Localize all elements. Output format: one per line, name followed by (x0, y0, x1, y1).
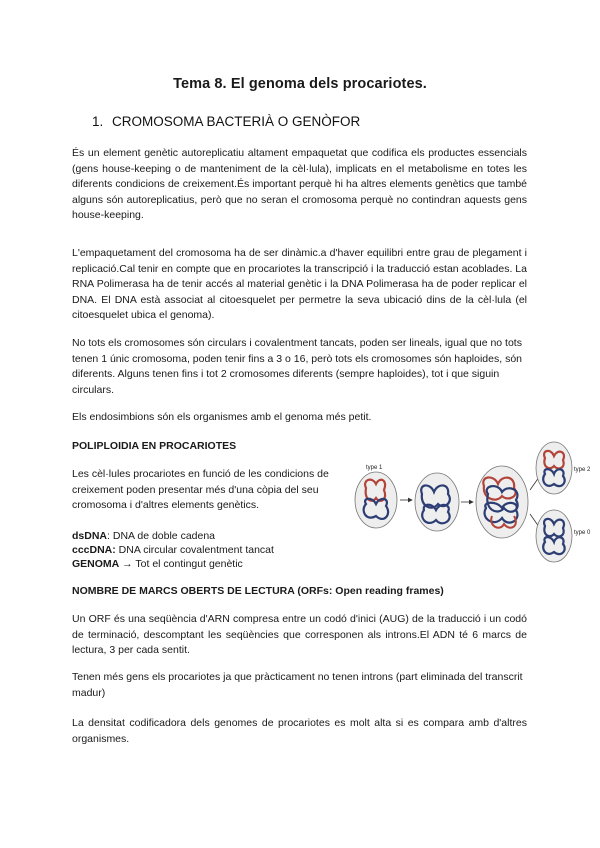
paragraph-endosymbionts: Els endosimbions són els organismes amb el genoma més petit. (72, 411, 372, 423)
paragraph-orf-definition: Un ORF és una seqüència d'ARN compresa entre un codó d'inici (AUG) de la traducció i un codó de terminació, descomptant les seqüències que corresponen als introns.El ADN té 6 marcs de lectura, 3 per cada sentit. (72, 613, 527, 656)
page-title: Tema 8. El genoma dels procariotes. (173, 76, 427, 92)
definition-genoma (72, 557, 243, 571)
paragraph-coding-density: La densitat codificadora dels genomes de procariotes es molt alta si es compara amb d'altres organismes. (72, 717, 527, 745)
chromosome-replication-figure (352, 438, 600, 588)
orfs-heading: NOMBRE DE MARCS OBERTS DE LECTURA (ORFs: Open reading frames) (72, 585, 444, 597)
paragraph-genetic-element: És un element genètic autoreplicatiu altament empaquetat que codifica els productes essencials (gens house-keeping o de manteniment de la cèl·lula), implicats en el metabolisme en totes les diferents condicions de creixement.És important perquè hi ha altres elements genètics que també alguns són autoreplicatius, però que no seran el cromosoma perquè no contindran aquests gens house-keeping. (72, 147, 527, 221)
definition-term: cccDNA: (72, 544, 116, 556)
definition-term: GENOMA (72, 558, 120, 570)
section-number: 1. (92, 114, 104, 129)
section-heading (92, 114, 360, 129)
paragraph-packaging: L'empaquetament del cromosoma ha de ser dinàmic.a d'haver equilibri entre grau de plegament i replicació.Cal tenir en compte que en procariotes la transcripció i la traducció estan acoblades. La RNA Polimerasa ha de tenir accés al material genètic i la DNA Polimerasa ha de poder replicar el DNA. El DNA està associat al citoesquelet per permetre la seva ubicació dins de la cèl·lula (el citoesquelet ubica el genoma). (72, 247, 527, 321)
cell-type0 (536, 510, 572, 562)
paragraph-chromosome-types: No tots els cromosomes són circulars i covalentment tancats, poden ser lineals, igual que no tots tenen 1 únic cromosoma, poden tenir fins a 3 o 16, però tots els cromosomes són haploides, són diferents. Alguns tenen fins i tot 2 cromosomes diferents (sempre haploides), tot i que siguin circulars. (72, 337, 523, 396)
definition-term: dsDNA (72, 530, 108, 542)
poliploidia-heading: POLIPLOIDIA EN PROCARIOTES (72, 440, 237, 452)
paragraph-introns: Tenen més gens els procariotes ja que pràcticament no tenen introns (part eliminada del transcrit madur) (72, 671, 523, 699)
poliploidia-text: Les cèl·lules procariotes en funció de les condicions de creixement poden presentar més d'una còpia del seu cromosoma i d'altres elements genètics. (72, 468, 329, 511)
definition-desc: → Tot el contingut genètic (119, 558, 243, 570)
definition-dsdna: dsDNA: DNA de doble cadena (72, 530, 216, 542)
definition-desc: DNA de doble cadena (109, 530, 216, 542)
cell-type1 (355, 472, 397, 528)
section-title: CROMOSOMA BACTERIÀ O GENÒFOR (112, 114, 361, 129)
cell-replicating (415, 473, 459, 531)
type2-label: type 2 (574, 467, 591, 473)
definition-desc: DNA circular covalentment tancat (115, 544, 274, 556)
definition-cccdna (72, 543, 274, 557)
type1-label: type 1 (366, 465, 383, 471)
cell-type2 (536, 442, 572, 494)
type0-label: type 0 (574, 530, 591, 536)
cell-duplicated (476, 466, 528, 538)
